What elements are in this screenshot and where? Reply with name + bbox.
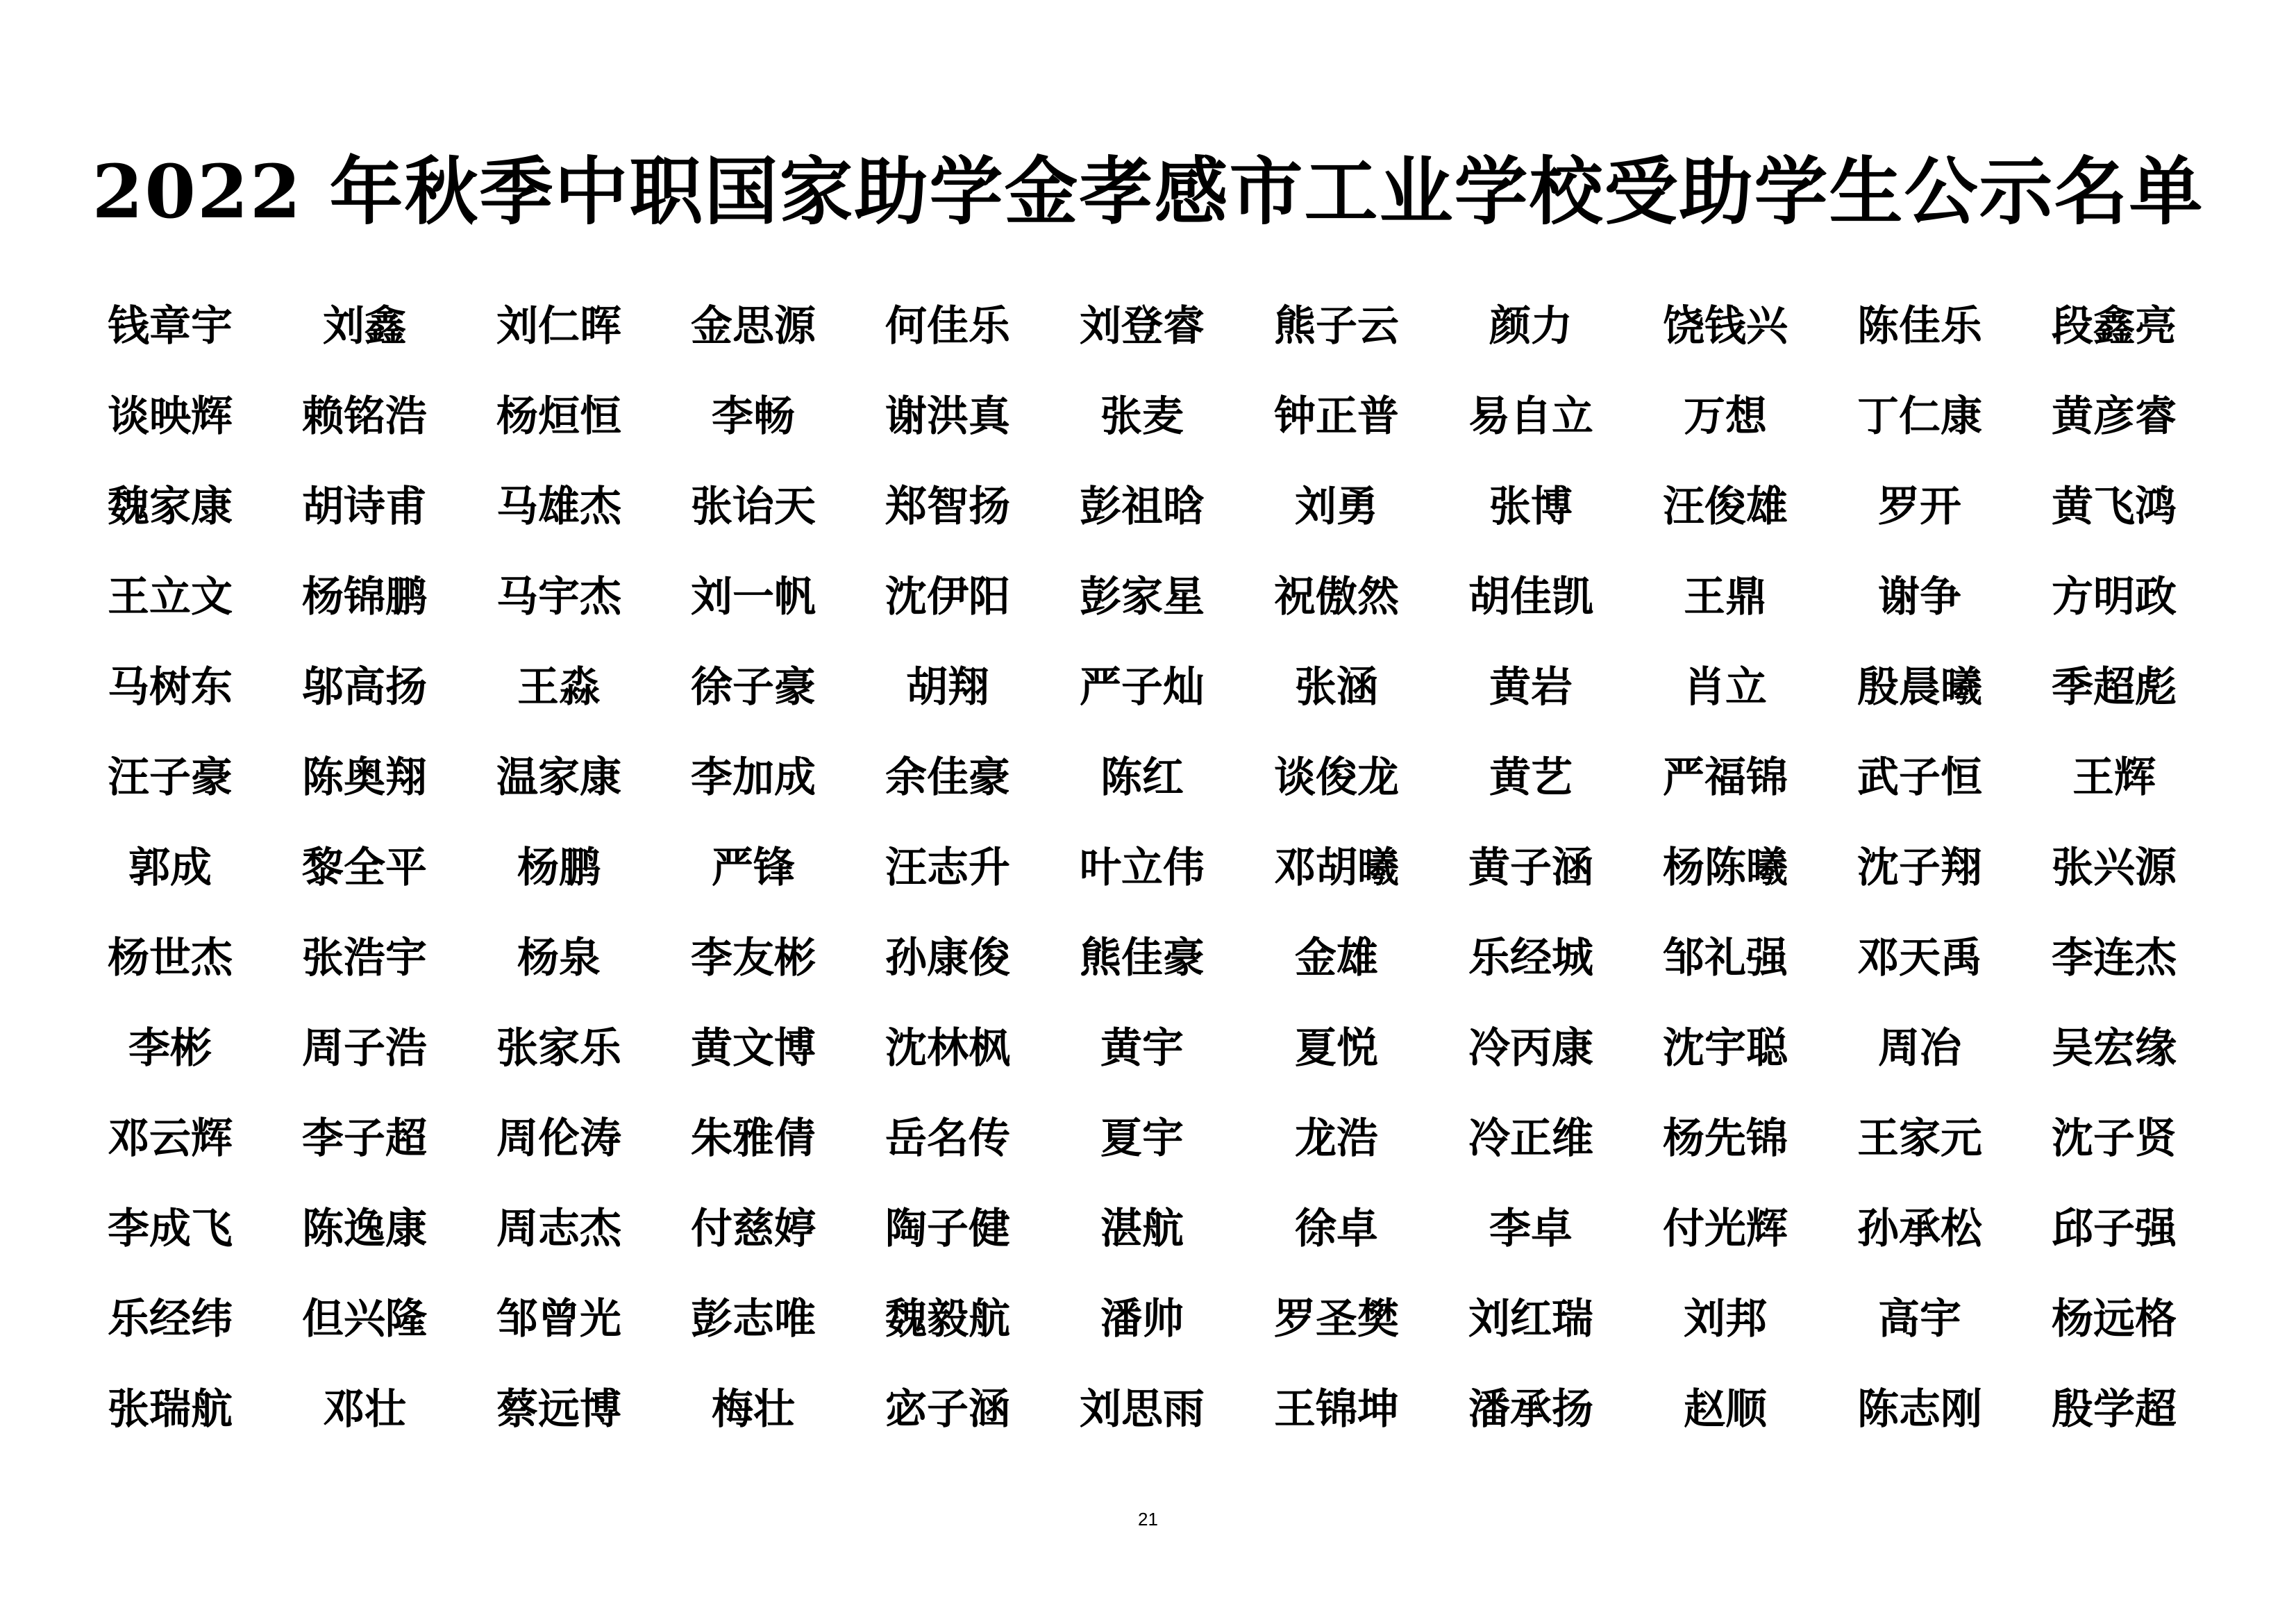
- student-name: 高宇: [1878, 1295, 1961, 1343]
- page-title: 2022 年秋季中职国家助学金孝感市工业学校受助学生公示名单: [92, 148, 2204, 235]
- student-name: 钱章宇: [108, 302, 233, 351]
- student-name: 马树东: [108, 663, 233, 712]
- student-name: 方明政: [2052, 573, 2177, 621]
- student-name: 叶立伟: [1080, 844, 1205, 892]
- student-name: 付慈婷: [691, 1205, 816, 1253]
- student-name: 黄岩: [1489, 663, 1573, 712]
- student-name: 胡翔: [906, 663, 989, 712]
- student-name: 魏毅航: [885, 1295, 1010, 1343]
- student-name: 罗圣樊: [1274, 1295, 1399, 1343]
- student-name: 陶子健: [885, 1205, 1010, 1253]
- student-name: 沈林枫: [885, 1024, 1010, 1073]
- student-name: 谢洪真: [885, 392, 1010, 441]
- student-name: 杨锦鹏: [302, 573, 427, 621]
- student-name: 吴宏缘: [2052, 1024, 2177, 1073]
- student-name: 宓子涵: [885, 1385, 1010, 1434]
- student-name: 乐经城: [1468, 934, 1593, 982]
- student-name: 刘勇: [1295, 483, 1378, 531]
- student-name: 胡诗甫: [302, 483, 427, 531]
- student-name: 张兴源: [2052, 844, 2177, 892]
- student-name: 熊子云: [1274, 302, 1399, 351]
- student-name: 李畅: [712, 392, 795, 441]
- student-name: 李加成: [691, 753, 816, 802]
- student-name: 陈志刚: [1857, 1385, 1982, 1434]
- student-name: 黄艺: [1489, 753, 1573, 802]
- student-name: 杨鹏: [517, 844, 601, 892]
- page-number: 21: [1138, 1509, 1158, 1530]
- student-name: 黄飞鸿: [2052, 483, 2177, 531]
- student-name: 张涵: [1295, 663, 1378, 712]
- student-name: 邓天禹: [1857, 934, 1982, 982]
- student-name: 谈映辉: [108, 392, 233, 441]
- student-name: 殷晨曦: [1857, 663, 1982, 712]
- student-name: 王淼: [517, 663, 601, 712]
- student-name: 邹礼强: [1663, 934, 1788, 982]
- student-name: 张诒天: [691, 483, 816, 531]
- student-name: 颜力: [1489, 302, 1573, 351]
- student-name: 武子恒: [1857, 753, 1982, 802]
- student-name: 刘仁晖: [496, 302, 621, 351]
- student-name: 丁仁康: [1857, 392, 1982, 441]
- student-name: 殷学超: [2052, 1385, 2177, 1434]
- student-name: 刘一帆: [691, 573, 816, 621]
- student-name: 祝傲然: [1274, 573, 1399, 621]
- student-name-grid: [73, 278, 2211, 1451]
- student-name: 杨远格: [2052, 1295, 2177, 1343]
- student-name: 金思源: [691, 302, 816, 351]
- student-name: 何佳乐: [885, 302, 1010, 351]
- student-name: 李连杰: [2052, 934, 2177, 982]
- student-name: 陈红: [1100, 753, 1184, 802]
- student-name: 潘承扬: [1468, 1385, 1593, 1434]
- student-name: 刘登睿: [1080, 302, 1205, 351]
- student-name: 魏家康: [108, 483, 233, 531]
- student-name: 严子灿: [1080, 663, 1205, 712]
- student-name: 李友彬: [691, 934, 816, 982]
- student-name: 胡佳凯: [1468, 573, 1593, 621]
- student-name: 熊佳豪: [1080, 934, 1205, 982]
- student-name: 钟正普: [1274, 392, 1399, 441]
- student-name: 罗开: [1878, 483, 1961, 531]
- student-name: 李彬: [128, 1024, 212, 1073]
- student-name: 汪子豪: [108, 753, 233, 802]
- student-name: 陈逸康: [302, 1205, 427, 1253]
- student-name: 饶钱兴: [1663, 302, 1788, 351]
- student-name: 谈俊龙: [1274, 753, 1399, 802]
- student-name: 李子超: [302, 1114, 427, 1163]
- student-name: 邓胡曦: [1274, 844, 1399, 892]
- student-name: 郑智扬: [885, 483, 1010, 531]
- student-name: 严福锦: [1663, 753, 1788, 802]
- student-name: 谢争: [1878, 573, 1961, 621]
- student-name: 徐子豪: [691, 663, 816, 712]
- student-name: 张博: [1489, 483, 1573, 531]
- student-name: 易自立: [1468, 392, 1593, 441]
- student-name: 杨泉: [517, 934, 601, 982]
- student-name: 梅壮: [712, 1385, 795, 1434]
- student-name: 王家元: [1857, 1114, 1982, 1163]
- student-name: 徐卓: [1295, 1205, 1378, 1253]
- student-name: 张浩宇: [302, 934, 427, 982]
- student-name: 赵顺: [1684, 1385, 1767, 1434]
- student-name: 陈佳乐: [1857, 302, 1982, 351]
- student-name: 彭志唯: [691, 1295, 816, 1343]
- student-name: 杨世杰: [108, 934, 233, 982]
- student-name: 周子浩: [302, 1024, 427, 1073]
- student-name: 黄宇: [1100, 1024, 1184, 1073]
- student-name: 段鑫亮: [2052, 302, 2177, 351]
- student-name: 马雄杰: [496, 483, 621, 531]
- student-name: 季超彪: [2052, 663, 2177, 712]
- student-name: 王鼎: [1684, 573, 1767, 621]
- student-name: 王锦坤: [1274, 1385, 1399, 1434]
- student-name: 肖立: [1684, 663, 1767, 712]
- student-name: 汪志升: [885, 844, 1010, 892]
- student-name: 温家康: [496, 753, 621, 802]
- student-name: 马宇杰: [496, 573, 621, 621]
- student-name: 龙浩: [1295, 1114, 1378, 1163]
- student-name: 付光辉: [1663, 1205, 1788, 1253]
- student-name: 黎全平: [302, 844, 427, 892]
- student-name: 余佳豪: [885, 753, 1010, 802]
- student-name: 张瑞航: [108, 1385, 233, 1434]
- student-name: 王辉: [2072, 753, 2156, 802]
- student-name: 李成飞: [108, 1205, 233, 1253]
- student-name: 邹曾光: [496, 1295, 621, 1343]
- student-name: 潘帅: [1100, 1295, 1184, 1343]
- student-name: 万想: [1684, 392, 1767, 441]
- student-name: 邬高扬: [302, 663, 427, 712]
- student-name: 陈奥翔: [302, 753, 427, 802]
- student-name: 严锋: [712, 844, 795, 892]
- student-name: 岳名传: [885, 1114, 1010, 1163]
- student-name: 黄子涵: [1468, 844, 1593, 892]
- student-name: 汪俊雄: [1663, 483, 1788, 531]
- student-name: 孙承松: [1857, 1205, 1982, 1253]
- student-name: 冷丙康: [1468, 1024, 1593, 1073]
- student-name: 彭家星: [1080, 573, 1205, 621]
- student-name: 但兴隆: [302, 1295, 427, 1343]
- student-name: 沈伊阳: [885, 573, 1010, 621]
- student-name: 夏悦: [1295, 1024, 1378, 1073]
- student-name: 孙康俊: [885, 934, 1010, 982]
- student-name: 邓云辉: [108, 1114, 233, 1163]
- student-name: 沈宇聪: [1663, 1024, 1788, 1073]
- student-name: 夏宇: [1100, 1114, 1184, 1163]
- student-name: 郭成: [128, 844, 212, 892]
- student-name: 沈子贤: [2052, 1114, 2177, 1163]
- student-name: 朱雅倩: [691, 1114, 816, 1163]
- student-name: 冷正维: [1468, 1114, 1593, 1163]
- student-name: 湛航: [1100, 1205, 1184, 1253]
- student-name: 张麦: [1100, 392, 1184, 441]
- student-name: 黄文博: [691, 1024, 816, 1073]
- student-name: 周冶: [1878, 1024, 1961, 1073]
- student-name: 张家乐: [496, 1024, 621, 1073]
- student-name: 刘邦: [1684, 1295, 1767, 1343]
- student-name: 赖铭浩: [302, 392, 427, 441]
- student-name: 王立文: [108, 573, 233, 621]
- student-name: 刘思雨: [1080, 1385, 1205, 1434]
- student-name: 金雄: [1295, 934, 1378, 982]
- student-name: 蔡远博: [496, 1385, 621, 1434]
- student-name: 李卓: [1489, 1205, 1573, 1253]
- student-name: 刘红瑞: [1468, 1295, 1593, 1343]
- student-name: 乐经纬: [108, 1295, 233, 1343]
- student-name: 沈子翔: [1857, 844, 1982, 892]
- student-name: 邱子强: [2052, 1205, 2177, 1253]
- student-name: 刘鑫: [323, 302, 406, 351]
- student-name: 杨烜恒: [496, 392, 621, 441]
- student-name: 周伦涛: [496, 1114, 621, 1163]
- student-name: 邓壮: [323, 1385, 406, 1434]
- student-name: 杨陈曦: [1663, 844, 1788, 892]
- student-name: 彭祖晗: [1080, 483, 1205, 531]
- student-name: 黄彦睿: [2052, 392, 2177, 441]
- student-name: 杨先锦: [1663, 1114, 1788, 1163]
- student-name: 周志杰: [496, 1205, 621, 1253]
